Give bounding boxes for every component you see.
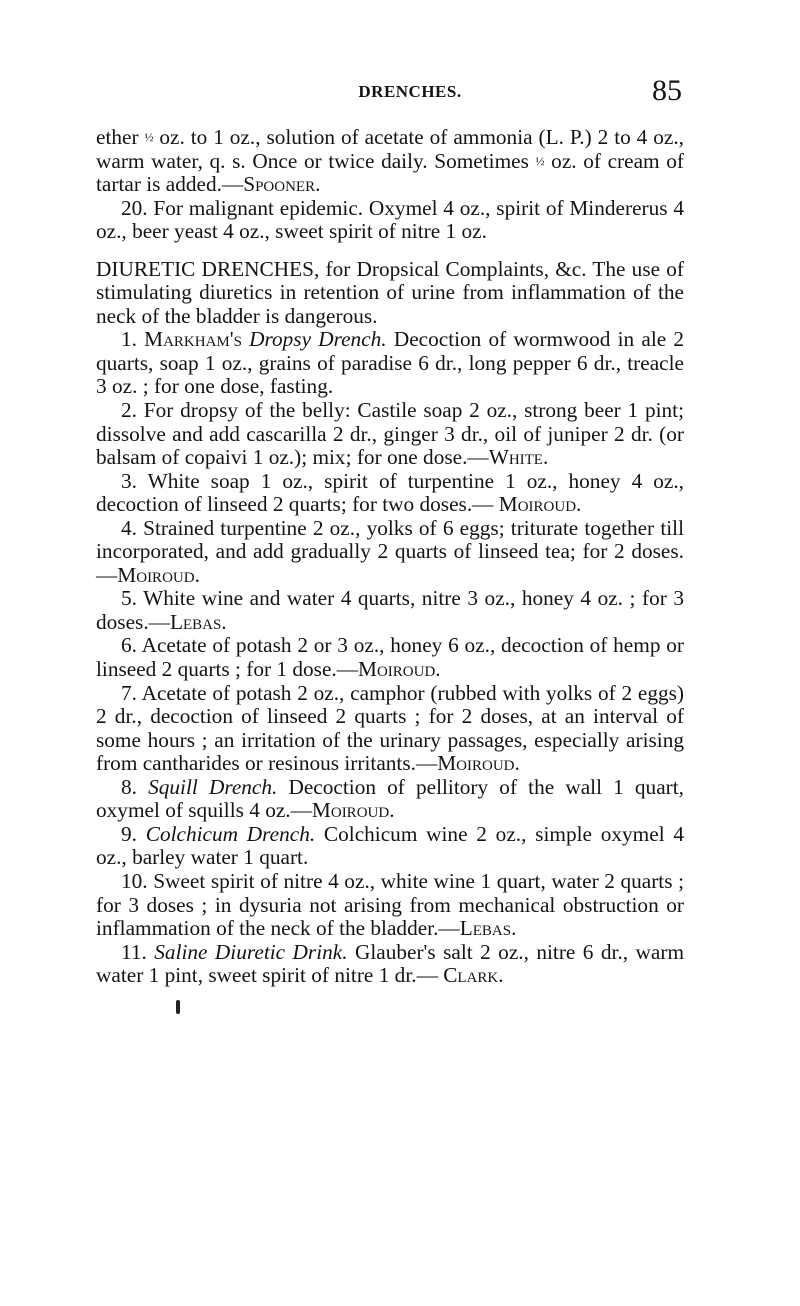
recipe-text: Acetate of potash 2 or 3 oz., honey 6 oz., decoction of hemp or linseed 2 quarts ; for 1 dose.— (96, 633, 684, 682)
recipe-item (96, 399, 684, 470)
item-number: 9. (121, 821, 146, 846)
author-citation: Lebas. (459, 916, 517, 941)
recipe-text: Sweet spirit of nitre 4 oz., white wine 1 quart, water 2 quarts ; for 3 doses ; in dysuria not arising from mechanical obstruction or inflammation of the neck of the bladder.— (96, 868, 684, 941)
recipe-text: White soap 1 oz., spirit of turpentine 1 oz., honey 4 oz., decoction of linseed 2 quarts; for two doses.— (96, 468, 684, 517)
recipe-item (96, 587, 684, 634)
recipe-text: Colchicum wine 2 oz., simple oxymel 4 oz., barley water 1 quart. (96, 821, 685, 870)
recipe-item (96, 328, 684, 399)
ink-mark (176, 1000, 180, 1014)
recipe-item (96, 682, 684, 776)
author-citation: Clark. (443, 963, 504, 988)
item-number: 7. (121, 680, 142, 705)
recipe-text: Decoction of wormwood in ale 2 quarts, soap 1 oz., grains of paradise 6 dr., long pepper 6 dr., treacle 3 oz. ; for one dose, fasting. (96, 327, 685, 399)
author-citation: Moiroud. (358, 657, 441, 682)
recipe-item (96, 776, 684, 823)
recipe-title: Dropsy Drench. (241, 327, 387, 352)
recipe-title: Colchicum Drench. (145, 821, 316, 846)
recipe-item (96, 823, 684, 870)
continued-paragraph (96, 126, 684, 197)
recipe-text: Glauber's salt 2 oz., nitre 6 dr., warm water 1 pint, sweet spirit of nitre 1 dr.— (96, 939, 685, 988)
recipe-text: For dropsy of the belly: Castile soap 2 oz., strong beer 1 pint; dissolve and add cascarilla 2 dr., ginger 3 dr., oil of juniper 2 dr. (or balsam of copaivi 1 oz.); mix; for one dose.— (96, 398, 684, 470)
item-number: 5. (121, 586, 144, 611)
item-number: 6. (121, 633, 142, 658)
item-number: 11. (121, 939, 155, 964)
item-number: 8. (121, 774, 149, 799)
author-citation: Spooner. (243, 172, 321, 197)
author-citation: Moiroud. (311, 798, 395, 823)
recipe-title: Squill Drench. (148, 774, 278, 799)
recipe-item (96, 870, 684, 941)
item-number: 2. (121, 398, 144, 423)
author-citation: White. (488, 445, 549, 470)
recipe-text: Decoction of pellitory of the wall 1 quart, oxymel of squills 4 oz.— (96, 774, 684, 823)
recipe-title: Saline Diuretic Drink. (154, 939, 348, 964)
section-heading: DIURETIC DRENCHES, (96, 256, 320, 281)
recipe-text: White wine and water 4 quarts, nitre 3 oz., honey 4 oz. ; for 3 doses.— (96, 586, 684, 634)
page-header (0, 74, 800, 114)
page-number: 85 (652, 74, 682, 107)
item-number: 4. (121, 515, 144, 540)
recipe-item (96, 470, 684, 517)
author-citation: Moiroud. (498, 492, 582, 517)
author-citation: Moiroud. (117, 562, 200, 587)
recipe-20: 20. For malignant epidemic. Oxymel 4 oz., spirit of Mindererus 4 oz., beer yeast 4 oz., sweet spirit of nitre 1 oz. (96, 195, 684, 244)
author-citation: Lebas. (169, 609, 227, 634)
author-name: Markham's (144, 327, 242, 352)
text-run: oz. to 1 oz., solution of acetate of ammonia (L. P.) 2 to 4 oz., warm water, q. s. Once or twice daily. Sometimes (96, 125, 684, 173)
text-run: oz. of cream of tartar is added.— (96, 148, 684, 197)
item-number: 3. (121, 468, 148, 493)
fraction-half: ½ (144, 130, 154, 144)
recipe-item (96, 517, 684, 588)
section-intro: for Dropsical Complaints, &c. The use of stimulating diuretics in retention of urine from inflammation of the neck of the bladder is dangerous. (96, 256, 684, 328)
author-citation: Moiroud. (437, 751, 520, 776)
fraction-half: ½ (535, 153, 545, 168)
running-head: DRENCHES. (358, 82, 462, 101)
page-body (96, 126, 684, 988)
section-diuretic-drenches (96, 258, 684, 329)
item-number: 10. (121, 868, 154, 893)
recipe-text: Acetate of potash 2 oz., camphor (rubbed with yolks of 2 eggs) 2 dr., decoction of linseed 2 quarts ; for 2 doses, at an interval of some hours ; an irritation of the urinary passages, especially arising from cantharides or resinous irritants.— (96, 680, 684, 776)
recipe-item (96, 941, 684, 988)
recipe-text: Strained turpentine 2 oz., yolks of 6 eggs; triturate together till incorporated, and add gradually 2 quarts of linseed tea; for 2 doses.— (96, 515, 684, 587)
item-number: 1. (121, 327, 145, 352)
text-run: ether (96, 125, 145, 149)
recipe-item (96, 634, 684, 681)
